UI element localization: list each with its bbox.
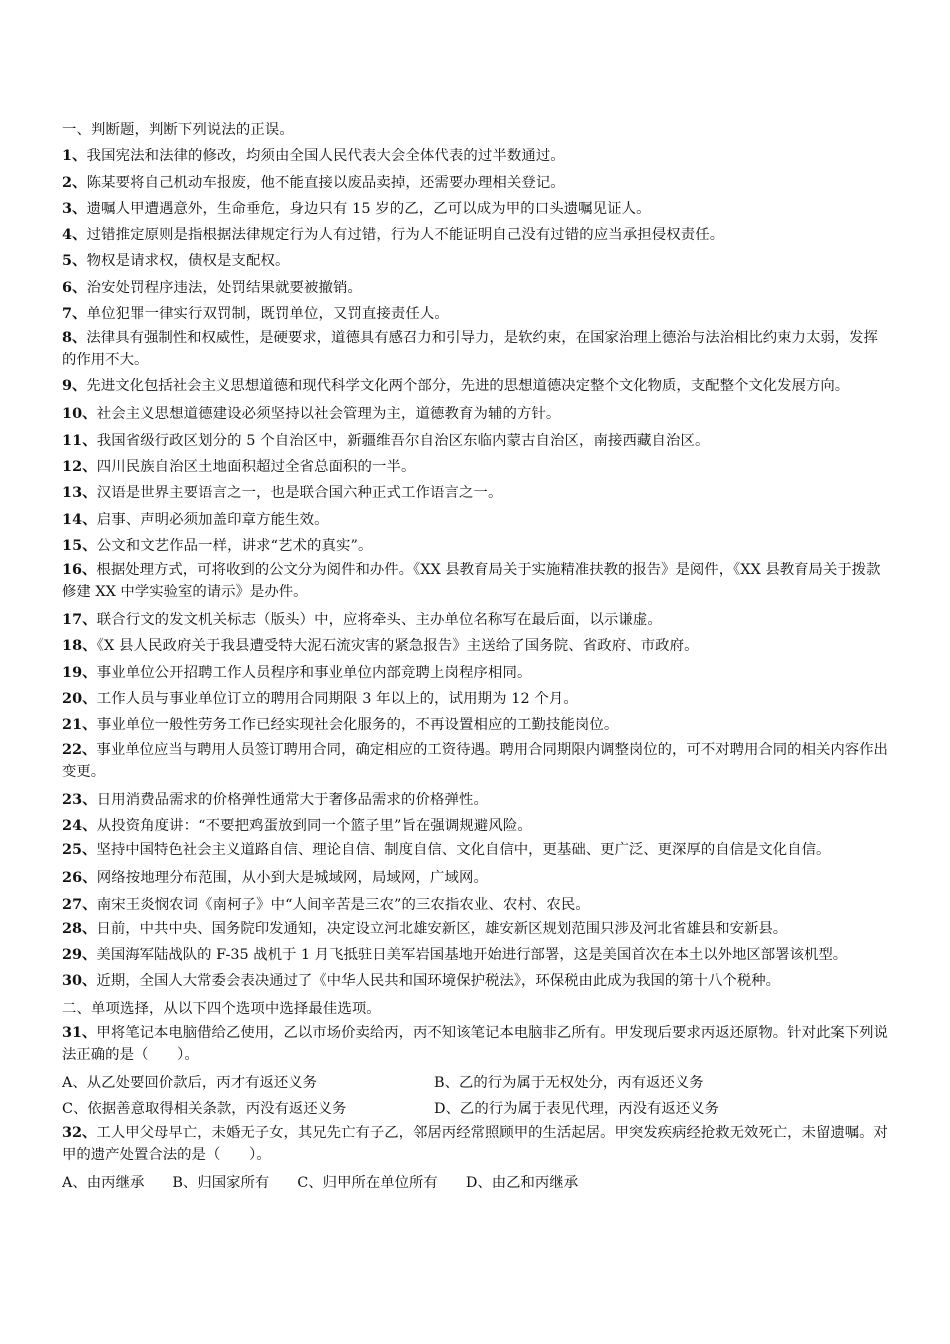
question-item: [62, 944, 888, 970]
question-item: [62, 970, 888, 996]
question-number: 31、: [62, 1024, 97, 1042]
question-item: [62, 375, 888, 401]
question-item: [62, 712, 888, 738]
option-a: A、由丙继承: [62, 1175, 145, 1192]
option-d: D、乙的行为属于表见代理，丙没有返还义务: [434, 1101, 719, 1118]
question-number: 23、: [62, 790, 97, 808]
option-c: C、归甲所在单位所有: [297, 1175, 438, 1192]
question-number: 15、: [62, 536, 97, 554]
question-item: [62, 787, 888, 813]
question-item: [62, 428, 888, 454]
question-number: 5、: [62, 252, 87, 270]
question-text: 工作人员与事业单位订立的聘用合同期限 3 年以上的，试用期为 12 个月。: [96, 691, 578, 708]
section-title: 二、单项选择，从以下四个选项中选择最佳选项。: [62, 1000, 381, 1017]
question-number: 32、: [62, 1124, 97, 1142]
question-number: 11、: [62, 431, 97, 449]
question-number: 3、: [62, 199, 87, 217]
question-item: [62, 196, 888, 222]
question-item: [62, 143, 888, 169]
question-text: 网络按地理分布范围，从小到大是城域网，局域网，广域网。: [96, 870, 488, 887]
question-item: [62, 892, 888, 918]
question-text: 启事、声明必须加盖印章方能生效。: [96, 511, 329, 528]
option-b: B、乙的行为属于无权处分，丙有返还义务: [434, 1075, 704, 1092]
question-text: 过错推定原则是指根据法律规定行为人有过错，行为人不能证明自己没有过错的应当承担侵权责任。: [86, 227, 725, 244]
question-text: 根据处理方式，可将收到的公文分为阅件和办件。《XX 县教育局关于实施精准扶教的报告》是阅件，《XX 县教育局关于拨款修建 XX 中学实验室的请示》是办件。: [62, 562, 881, 601]
question-text: 先进文化包括社会主义思想道德和现代科学文化两个部分，先进的思想道德决定整个文化物质，支配整个文化发展方向。: [86, 378, 850, 395]
question-text: 日用消费品需求的价格弹性通常大于奢侈品需求的价格弹性。: [96, 791, 488, 808]
option-row: [62, 1170, 888, 1196]
question-item: [62, 1022, 888, 1070]
question-text: 四川民族自治区土地面积超过全省总面积的一半。: [96, 458, 416, 475]
question-text: 坚持中国特色社会主义道路自信、理论自信、制度自信、文化自信中，更基础、更广泛、更深厚的自信是文化自信。: [96, 842, 831, 859]
question-number: 24、: [62, 816, 97, 834]
question-number: 18、: [62, 637, 97, 655]
question-text: 单位犯罪一律实行双罚制，既罚单位，又罚直接责任人。: [86, 306, 449, 323]
option-row: [62, 1070, 888, 1096]
question-text: 从投资角度讲：“不要把鸡蛋放到同一个篮子里”旨在强调规避风险。: [96, 817, 532, 834]
question-number: 20、: [62, 690, 97, 708]
question-text: 陈某要将自己机动车报废，他不能直接以废品卖掉，还需要办理相关登记。: [86, 174, 565, 191]
question-text: 甲将笔记本电脑借给乙使用，乙以市场价卖给丙，丙不知该笔记本电脑非乙所有。甲发现后要求丙返还原物。针对此案下列说法正确的是（ ）。: [62, 1025, 888, 1064]
question-number: 12、: [62, 457, 97, 475]
question-item: [62, 301, 888, 327]
question-item: [62, 170, 888, 196]
question-number: 19、: [62, 663, 97, 681]
question-item: [62, 454, 888, 480]
question-item: [62, 686, 888, 712]
option-a: A、从乙处要回价款后，丙才有返还义务: [62, 1075, 318, 1092]
question-item: [62, 607, 888, 633]
question-item: [62, 222, 888, 248]
section-title: 一、判断题，判断下列说法的正误。: [62, 122, 294, 138]
question-number: 16、: [62, 561, 97, 579]
question-text: 治安处罚程序违法，处罚结果就要被撤销。: [86, 279, 362, 296]
question-item: [62, 275, 888, 301]
question-text: 公文和文艺作品一样，讲求“艺术的真实”。: [96, 537, 373, 554]
option-c: C、依据善意取得相关条款，丙没有返还义务: [62, 1101, 347, 1118]
question-text: 《X 县人民政府关于我县遭受特大泥石流灾害的紧急报告》主送给了国务院、省政府、市政府。: [96, 638, 699, 655]
question-text: 遗嘱人甲遭遇意外，生命垂危，身边只有 15 岁的乙，乙可以成为甲的口头遗嘱见证人。: [86, 200, 651, 217]
question-item: [62, 248, 888, 274]
question-item: [62, 739, 888, 787]
question-number: 29、: [62, 945, 97, 963]
question-text: 我国宪法和法律的修改，均须由全国人民代表大会全体代表的过半数通过。: [86, 148, 565, 165]
question-number: 10、: [62, 405, 97, 423]
question-text: 事业单位一般性劳务工作已经实现社会化服务的，不再设置相应的工勤技能岗位。: [96, 717, 619, 734]
question-number: 28、: [62, 919, 97, 937]
option-b: B、归国家所有: [172, 1175, 270, 1192]
question-number: 13、: [62, 484, 97, 502]
question-number: 7、: [62, 305, 87, 323]
question-text: 我国省级行政区划分的 5 个自治区中，新疆维吾尔自治区东临内蒙古自治区，南接西藏自治区。: [96, 432, 710, 449]
question-number: 30、: [62, 971, 97, 989]
document-page: [62, 117, 888, 1196]
question-item: [62, 918, 888, 944]
question-item: [62, 401, 888, 427]
question-number: 22、: [62, 740, 97, 758]
question-text: 物权是请求权，债权是支配权。: [86, 253, 290, 270]
question-item: [62, 327, 888, 375]
option-d: D、由乙和丙继承: [465, 1175, 579, 1192]
question-text: 近期，全国人大常委会表决通过了《中华人民共和国环境保护税法》，环保税由此成为我国的第十八个税种。: [96, 972, 780, 989]
option-row: [62, 1096, 888, 1122]
question-text: 美国海军陆战队的 F-35 战机于 1 月飞抵驻日美军岩国基地开始进行部署，这是美国首次在本土以外地区部署该机型。: [96, 946, 848, 963]
question-text: 法律具有强制性和权威性，是硬要求，道德具有感召力和引导力，是软约束，在国家治理上德治与法治相比约束力太弱，发挥的作用不大。: [62, 330, 878, 369]
question-item: [62, 1122, 888, 1170]
question-number: 26、: [62, 869, 97, 887]
question-number: 1、: [62, 147, 87, 165]
question-item: [62, 813, 888, 839]
question-item: [62, 839, 888, 865]
question-number: 4、: [62, 226, 87, 244]
question-number: 8、: [62, 329, 87, 347]
question-number: 2、: [62, 173, 87, 191]
question-text: 日前，中共中央、国务院印发通知，决定设立河北雄安新区，雄安新区规划范围只涉及河北省雄县和安新县。: [96, 920, 788, 937]
question-number: 9、: [62, 377, 87, 395]
question-item: [62, 559, 888, 607]
question-text: 事业单位应当与聘用人员签订聘用合同，确定相应的工资待遇。聘用合同期限内调整岗位的，可不对聘用合同的相关内容作出变更。: [62, 741, 888, 780]
question-number: 25、: [62, 841, 97, 859]
question-number: 14、: [62, 510, 97, 528]
question-text: 工人甲父母早亡，未婚无子女，其兄先亡有子乙，邻居丙经常照顾甲的生活起居。甲突发疾病经抢救无效死亡，未留遗嘱。对甲的遗产处置合法的是（ ）。: [62, 1125, 888, 1164]
question-item: [62, 865, 888, 891]
question-item: [62, 480, 888, 506]
question-item: [62, 660, 888, 686]
question-number: 17、: [62, 611, 97, 629]
question-item: [62, 533, 888, 559]
question-number: 27、: [62, 895, 97, 913]
question-text: 事业单位公开招聘工作人员程序和事业单位内部竞聘上岗程序相同。: [96, 664, 532, 681]
question-text: 联合行文的发文机关标志（版头）中，应将牵头、主办单位名称写在最后面，以示谦虚。: [96, 612, 662, 629]
question-number: 6、: [62, 278, 87, 296]
question-text: 社会主义思想道德建设必须坚持以社会管理为主，道德教育为辅的方针。: [96, 406, 561, 423]
question-item: [62, 507, 888, 533]
question-number: 21、: [62, 716, 97, 734]
question-text: 南宋王炎悯农词《南柯子》中“人间辛苦是三农”的三农指农业、农村、农民。: [96, 896, 590, 913]
question-item: [62, 633, 888, 659]
question-text: 汉语是世界主要语言之一，也是联合国六种正式工作语言之一。: [96, 485, 503, 502]
